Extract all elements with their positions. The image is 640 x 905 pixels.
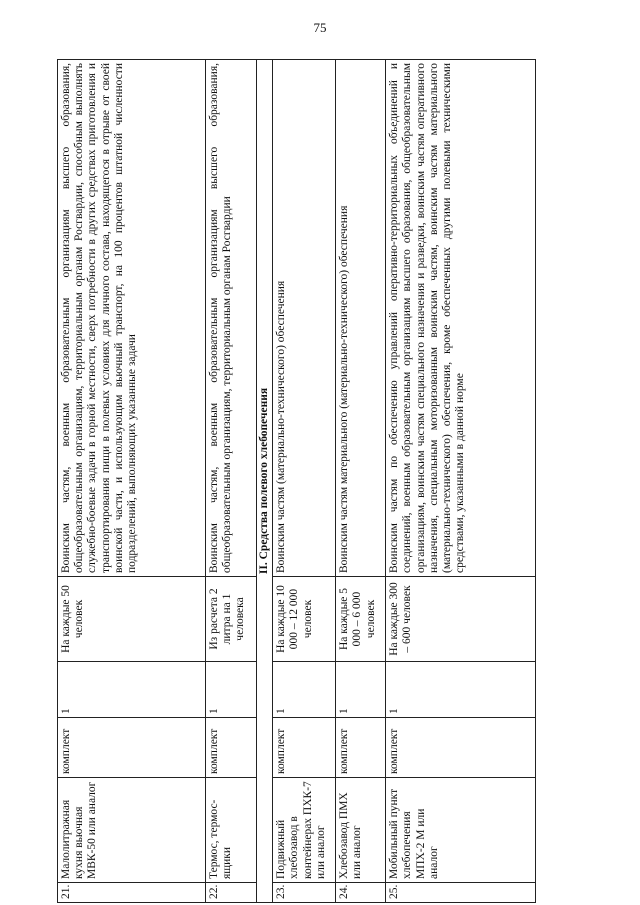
row-number: 21. xyxy=(58,883,206,903)
item-name: Термос, термос-ящики xyxy=(206,778,257,883)
section-heading-row xyxy=(257,60,273,903)
table-row xyxy=(206,60,257,903)
unit-of-measure: комплект xyxy=(386,718,536,778)
issue-recipients: Воинским частям (материально-технического) обеспечения xyxy=(273,60,336,577)
quantity: 1 xyxy=(336,662,386,718)
quantity: 1 xyxy=(206,662,257,718)
norm-basis: Из расчета 2 литра на 1 человека xyxy=(206,577,257,662)
item-name: Малолитражная кухня вьючная МВК-50 или аналог xyxy=(58,778,206,883)
issue-recipients: Воинским частям, военным образовательным организациям высшего образования, общеобразовательным организациям, территориальным органам Росгвардии, способным выполнять служебно-боевые задачи в горной местности, сверх потребности в других средствах приготовления и транспортирования пищи в полевых условиях для личного состава, находящегося в отрыве от своей воинской части, и использующим вьючный транспорт, на 100 процентов штатной численности подразделений, выполняющих указанные задачи xyxy=(58,60,206,577)
norm-basis: На каждые 50 человек xyxy=(58,577,206,662)
page-number: 75 xyxy=(313,20,327,35)
row-number: 25. xyxy=(386,883,536,903)
unit-of-measure: комплект xyxy=(273,718,336,778)
norm-basis: На каждые 300 – 600 человек xyxy=(386,577,536,662)
row-number: 24. xyxy=(336,883,386,903)
issue-recipients: Воинским частям материального (материально-технического) обеспечения xyxy=(336,60,386,577)
quantity: 1 xyxy=(58,662,206,718)
section-heading: II. Средства полевого хлебопечения xyxy=(257,60,273,903)
issue-recipients: Воинским частям по обеспечению управлений оперативно-территориальных объединений и соединений, военным образовательным организациям высшего образования, общеобразовательным организациям, воинским частям специального назначения и разведки, воинским частям оперативного назначения, специальным моторизованным воинским частям, воинским частям материального (материально-технического) обеспечения, кроме обеспеченных другими полевыми техническими средствами, указанными в данной норме xyxy=(386,60,536,577)
row-number: 22. xyxy=(206,883,257,903)
unit-of-measure: комплект xyxy=(58,718,206,778)
unit-of-measure: комплект xyxy=(206,718,257,778)
table-row xyxy=(336,60,386,903)
unit-of-measure: комплект xyxy=(336,718,386,778)
quantity: 1 xyxy=(273,662,336,718)
item-name: Подвижный хлебозавод в контейнерах ПХК-7 или аналог xyxy=(273,778,336,883)
rotated-table-wrapper xyxy=(57,60,527,903)
table-row xyxy=(58,60,206,903)
table-row xyxy=(386,60,536,903)
item-name: Мобильный пункт хлебопечения МПХ-2 М или аналог xyxy=(386,778,536,883)
table-row xyxy=(273,60,336,903)
row-number: 23. xyxy=(273,883,336,903)
issue-recipients: Воинским частям, военным образовательным организациям высшего образования, общеобразовательным организациям, территориальным органам Росгвардии xyxy=(206,60,257,577)
norms-table xyxy=(57,59,536,903)
norm-basis: На каждые 10 000 – 12 000 человек xyxy=(273,577,336,662)
norm-basis: На каждые 5 000 – 6 000 человек xyxy=(336,577,386,662)
quantity: 1 xyxy=(386,662,536,718)
item-name: Хлебозавод ПМХ или аналог xyxy=(336,778,386,883)
